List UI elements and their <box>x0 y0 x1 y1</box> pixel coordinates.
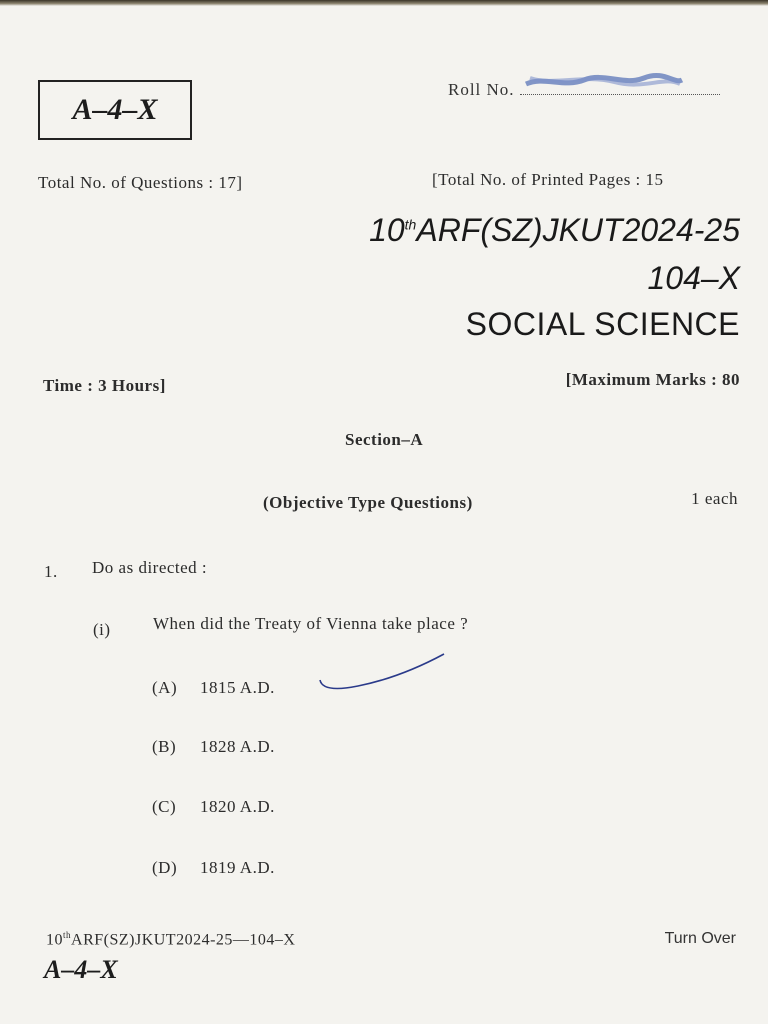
sub-question-text: When did the Treaty of Vienna take place ? <box>153 614 469 633</box>
option-d <box>152 858 275 878</box>
question-number: 1. <box>44 562 58 581</box>
section-title: Section–A <box>345 430 424 449</box>
option-c <box>152 797 275 817</box>
paper-set-code-box: A–4–X <box>38 80 192 140</box>
option-b-text: 1828 A.D. <box>200 737 275 756</box>
option-d-text: 1819 A.D. <box>200 858 275 877</box>
option-d-letter: (D) <box>152 858 178 877</box>
time-allowed: Time : 3 Hours] <box>43 376 166 395</box>
question-instruction: Do as directed : <box>92 558 208 577</box>
paper-code: 10thARF(SZ)JKUT2024-25 <box>369 212 740 248</box>
option-b <box>152 737 275 757</box>
option-c-text: 1820 A.D. <box>200 797 275 816</box>
total-printed-pages: [Total No. of Printed Pages : 15 <box>432 170 664 189</box>
subject-code: 104–X <box>647 260 740 296</box>
section-subtitle: (Objective Type Questions) <box>263 493 473 512</box>
footer-paper-code: 10thARF(SZ)JKUT2024-25—104–X <box>46 930 296 949</box>
total-questions: Total No. of Questions : 17] <box>38 173 243 192</box>
option-a-letter: (A) <box>152 678 178 697</box>
pen-tick-mark <box>318 650 448 695</box>
roll-label: Roll No. <box>448 80 515 99</box>
option-a <box>152 678 275 698</box>
maximum-marks: [Maximum Marks : 80 <box>565 370 740 389</box>
subject-title: SOCIAL SCIENCE <box>465 306 740 342</box>
roll-number-field <box>448 80 720 100</box>
section-marks: 1 each <box>691 489 738 508</box>
option-c-letter: (C) <box>152 797 177 816</box>
sub-question-number: (i) <box>93 620 111 639</box>
page-top-edge <box>0 0 768 6</box>
roll-number-line <box>520 80 720 95</box>
redacted-roll-scribble <box>524 72 684 92</box>
turn-over-label: Turn Over <box>664 930 736 947</box>
option-b-letter: (B) <box>152 737 177 756</box>
footer-set-code: A–4–X <box>44 955 118 984</box>
option-a-text: 1815 A.D. <box>200 678 275 697</box>
